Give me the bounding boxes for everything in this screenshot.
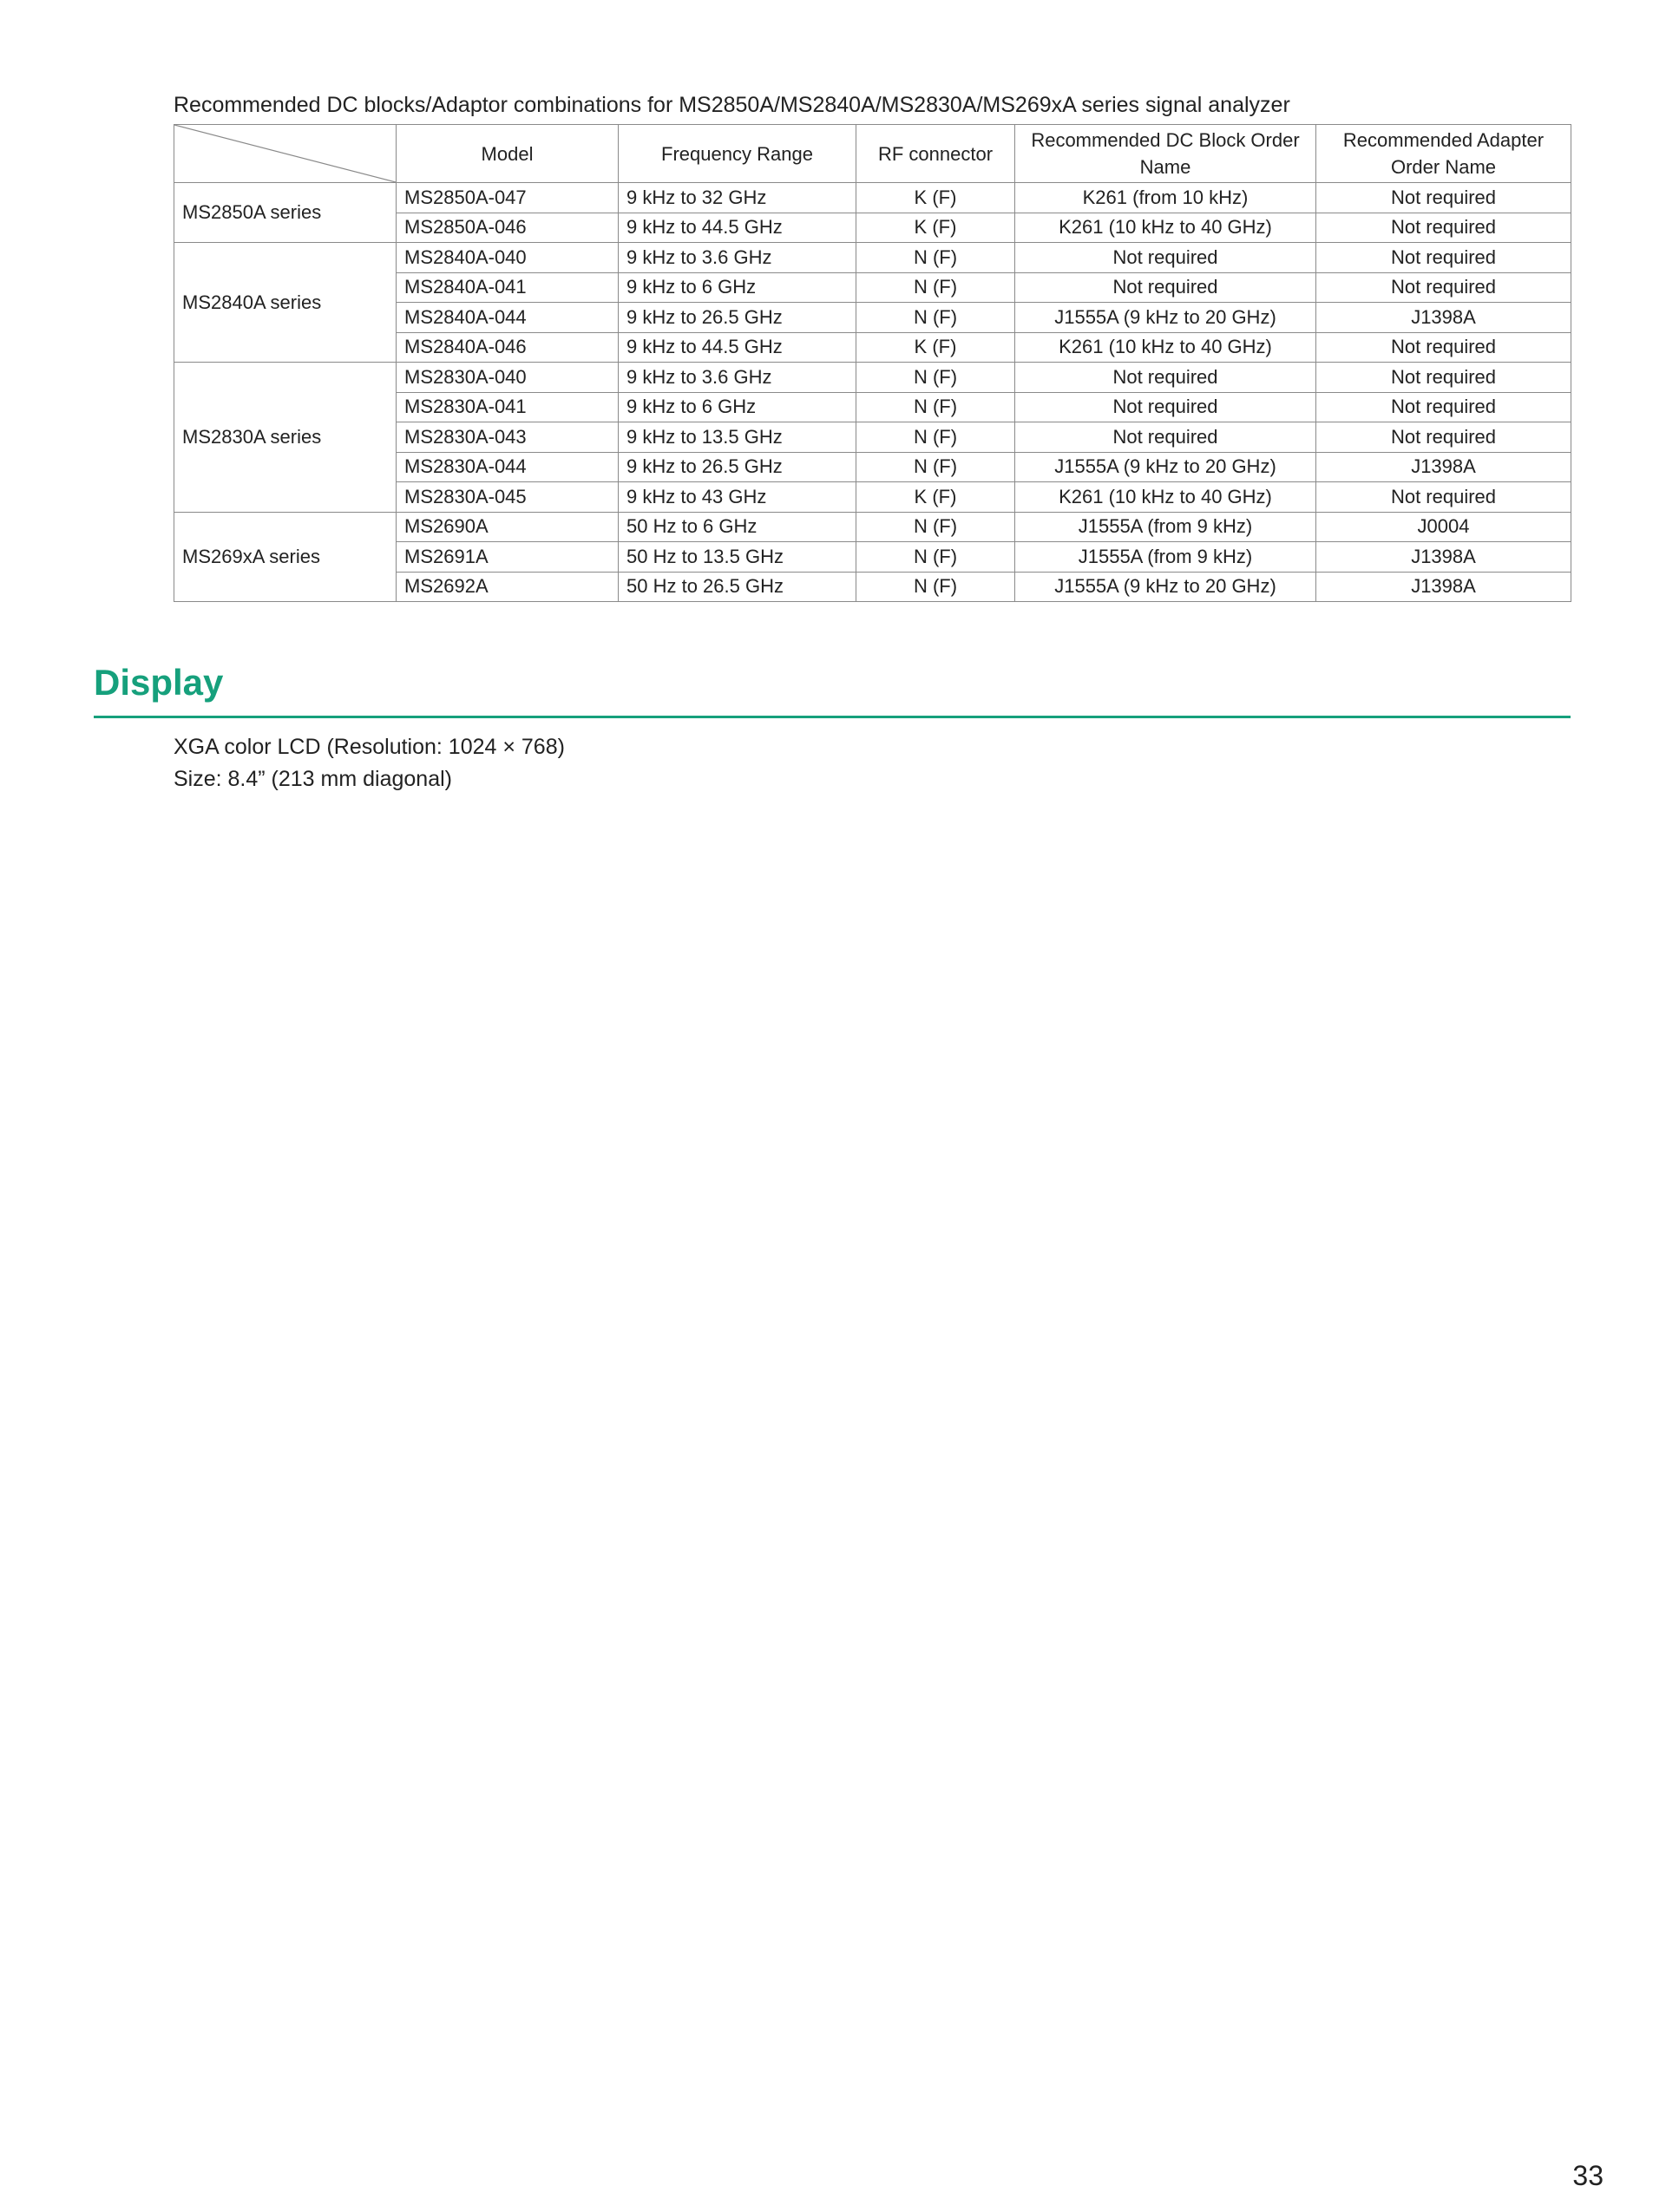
diagonal-line: [174, 125, 396, 182]
table-row: [174, 512, 1571, 542]
model-cell: MS2840A-040: [397, 243, 619, 273]
dc-block-cell: J1555A (from 9 kHz): [1015, 512, 1316, 542]
model-cell: MS2840A-041: [397, 272, 619, 303]
adapter-cell: J0004: [1316, 512, 1571, 542]
table-body: [174, 183, 1571, 602]
dc-block-cell: J1555A (9 kHz to 20 GHz): [1015, 303, 1316, 333]
series-cell: MS2850A series: [174, 183, 397, 243]
table-caption: Recommended DC blocks/Adaptor combinations for MS2850A/MS2840A/MS2830A/MS269xA series signal analyzer: [174, 93, 1290, 117]
header-adapter: Recommended Adapter Order Name: [1316, 125, 1571, 183]
dc-block-cell: Not required: [1015, 422, 1316, 453]
frequency-cell: 9 kHz to 3.6 GHz: [619, 363, 856, 393]
dc-block-cell: Not required: [1015, 243, 1316, 273]
section-divider: [94, 716, 1571, 718]
frequency-cell: 9 kHz to 32 GHz: [619, 183, 856, 213]
rf-connector-cell: N (F): [856, 542, 1015, 573]
table-row: [174, 243, 1571, 273]
rf-connector-cell: K (F): [856, 213, 1015, 243]
section-body: [174, 731, 565, 795]
model-cell: MS2692A: [397, 572, 619, 602]
model-cell: MS2830A-044: [397, 452, 619, 482]
rf-connector-cell: N (F): [856, 363, 1015, 393]
page-number: 33: [1572, 2160, 1604, 2191]
adapter-cell: Not required: [1316, 392, 1571, 422]
adapter-cell: J1398A: [1316, 303, 1571, 333]
adapter-cell: Not required: [1316, 272, 1571, 303]
diagonal-corner-cell: [174, 125, 397, 183]
adapter-cell: J1398A: [1316, 572, 1571, 602]
series-cell: MS2830A series: [174, 363, 397, 513]
dc-block-cell: Not required: [1015, 363, 1316, 393]
frequency-cell: 50 Hz to 13.5 GHz: [619, 542, 856, 573]
frequency-cell: 9 kHz to 44.5 GHz: [619, 213, 856, 243]
adapter-cell: Not required: [1316, 213, 1571, 243]
rf-connector-cell: K (F): [856, 482, 1015, 513]
model-cell: MS2830A-041: [397, 392, 619, 422]
frequency-cell: 9 kHz to 26.5 GHz: [619, 452, 856, 482]
frequency-cell: 9 kHz to 6 GHz: [619, 392, 856, 422]
adapter-cell: J1398A: [1316, 452, 1571, 482]
header-frequency-range: Frequency Range: [619, 125, 856, 183]
model-cell: MS2690A: [397, 512, 619, 542]
model-cell: MS2830A-043: [397, 422, 619, 453]
dc-block-cell: J1555A (from 9 kHz): [1015, 542, 1316, 573]
frequency-cell: 9 kHz to 26.5 GHz: [619, 303, 856, 333]
frequency-cell: 9 kHz to 13.5 GHz: [619, 422, 856, 453]
model-cell: MS2850A-046: [397, 213, 619, 243]
dc-block-cell: K261 (from 10 kHz): [1015, 183, 1316, 213]
rf-connector-cell: K (F): [856, 332, 1015, 363]
rf-connector-cell: N (F): [856, 572, 1015, 602]
frequency-cell: 9 kHz to 44.5 GHz: [619, 332, 856, 363]
model-cell: MS2850A-047: [397, 183, 619, 213]
dc-block-cell: J1555A (9 kHz to 20 GHz): [1015, 572, 1316, 602]
adapter-cell: Not required: [1316, 243, 1571, 273]
table-row: [174, 183, 1571, 213]
section-title: Display: [94, 662, 224, 703]
model-cell: MS2830A-040: [397, 363, 619, 393]
dc-block-cell: Not required: [1015, 392, 1316, 422]
table-row: [174, 363, 1571, 393]
rf-connector-cell: N (F): [856, 512, 1015, 542]
frequency-cell: 9 kHz to 3.6 GHz: [619, 243, 856, 273]
rf-connector-cell: N (F): [856, 452, 1015, 482]
display-spec-line: XGA color LCD (Resolution: 1024 × 768): [174, 735, 565, 759]
display-spec-line: Size: 8.4” (213 mm diagonal): [174, 767, 452, 791]
rf-connector-cell: N (F): [856, 422, 1015, 453]
dc-block-table: [174, 124, 1571, 602]
adapter-cell: Not required: [1316, 422, 1571, 453]
dc-block-cell: J1555A (9 kHz to 20 GHz): [1015, 452, 1316, 482]
rf-connector-cell: N (F): [856, 272, 1015, 303]
series-cell: MS2840A series: [174, 243, 397, 363]
adapter-cell: Not required: [1316, 363, 1571, 393]
rf-connector-cell: K (F): [856, 183, 1015, 213]
table-header-row: [174, 125, 1571, 183]
adapter-cell: J1398A: [1316, 542, 1571, 573]
header-model: Model: [397, 125, 619, 183]
dc-block-cell: K261 (10 kHz to 40 GHz): [1015, 332, 1316, 363]
frequency-cell: 50 Hz to 6 GHz: [619, 512, 856, 542]
header-rf-connector: RF connector: [856, 125, 1015, 183]
dc-block-cell: Not required: [1015, 272, 1316, 303]
dc-block-cell: K261 (10 kHz to 40 GHz): [1015, 482, 1316, 513]
model-cell: MS2830A-045: [397, 482, 619, 513]
adapter-cell: Not required: [1316, 183, 1571, 213]
adapter-cell: Not required: [1316, 482, 1571, 513]
frequency-cell: 9 kHz to 43 GHz: [619, 482, 856, 513]
series-cell: MS269xA series: [174, 512, 397, 602]
dc-block-cell: K261 (10 kHz to 40 GHz): [1015, 213, 1316, 243]
frequency-cell: 9 kHz to 6 GHz: [619, 272, 856, 303]
rf-connector-cell: N (F): [856, 303, 1015, 333]
adapter-cell: Not required: [1316, 332, 1571, 363]
rf-connector-cell: N (F): [856, 243, 1015, 273]
model-cell: MS2840A-044: [397, 303, 619, 333]
frequency-cell: 50 Hz to 26.5 GHz: [619, 572, 856, 602]
model-cell: MS2691A: [397, 542, 619, 573]
model-cell: MS2840A-046: [397, 332, 619, 363]
rf-connector-cell: N (F): [856, 392, 1015, 422]
header-dc-block: Recommended DC Block Order Name: [1015, 125, 1316, 183]
